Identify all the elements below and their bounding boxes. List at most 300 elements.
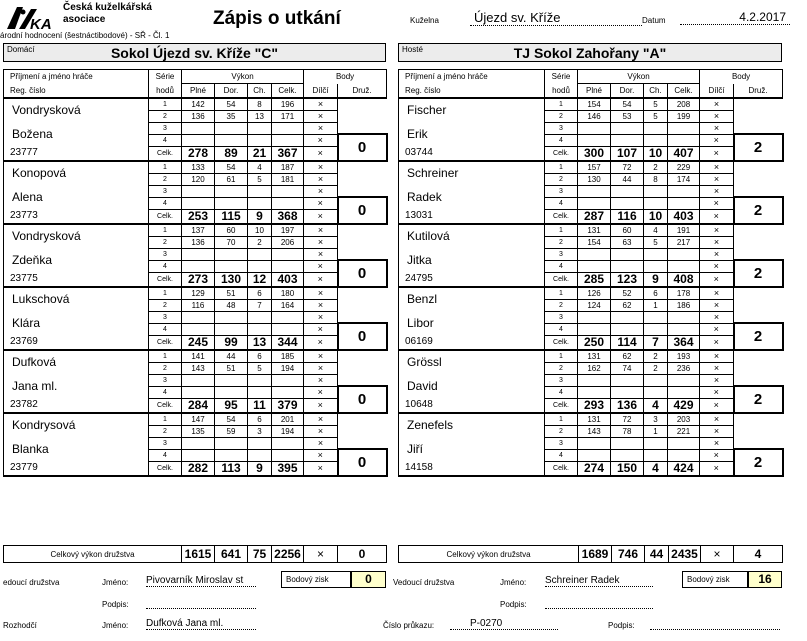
- cross-mark: ×: [304, 248, 338, 260]
- total-label: Celk.: [545, 461, 578, 476]
- series-number: 4: [149, 323, 182, 335]
- series-row: [399, 122, 783, 134]
- series-row: [4, 374, 387, 386]
- cross-mark: ×: [304, 98, 338, 111]
- series-number: 4: [149, 386, 182, 398]
- home-leader-label: edoucí družstva: [3, 578, 60, 587]
- empty-cell: [338, 350, 387, 387]
- player-total-row: [4, 398, 387, 413]
- cross-mark: ×: [700, 236, 734, 248]
- cross-mark: ×: [700, 323, 734, 335]
- player-header: Příjmení a jméno hráče: [4, 70, 149, 84]
- guest-sign-label: Podpis:: [500, 600, 527, 609]
- cross-mark: ×: [700, 437, 734, 449]
- series-value: 5: [644, 98, 668, 111]
- series-value: [215, 197, 248, 209]
- player-points: 2: [734, 134, 783, 161]
- series-value: [644, 197, 668, 209]
- cross-mark: ×: [700, 272, 734, 287]
- referee-sign-label: Podpis:: [608, 621, 635, 630]
- total-dor: 136: [611, 398, 644, 413]
- series-number: 4: [149, 449, 182, 461]
- total-label: Celk.: [545, 209, 578, 224]
- series-value: [182, 437, 215, 449]
- series-value: [611, 311, 644, 323]
- player-points: 2: [734, 386, 783, 413]
- player-total-row: [4, 461, 387, 476]
- series-value: 131: [578, 413, 611, 426]
- player-points: 2: [734, 449, 783, 476]
- total-plne: 300: [578, 146, 611, 161]
- team-total-celk: 2435: [669, 546, 701, 563]
- dor-header: Dor.: [215, 84, 248, 98]
- dilci-header: Dílčí: [700, 84, 734, 98]
- player-firstname: Radek: [399, 185, 545, 209]
- player-total-row: [399, 209, 783, 224]
- cross-mark: ×: [701, 546, 734, 563]
- total-label: Celk.: [149, 335, 182, 350]
- series-value: [668, 122, 700, 134]
- cross-mark: ×: [700, 299, 734, 311]
- series-row: [4, 311, 387, 323]
- player-firstname: Erik: [399, 122, 545, 146]
- date-value: 4.2.2017: [680, 10, 790, 25]
- series-row: [399, 248, 783, 260]
- guest-team-name: TJ Sokol Zahořany "A": [513, 45, 667, 61]
- series-value: [248, 197, 272, 209]
- total-dor: 115: [215, 209, 248, 224]
- team-total-plne: 1615: [182, 546, 215, 563]
- home-bodovy-label: Bodový zisk: [281, 571, 351, 588]
- series-value: 186: [668, 299, 700, 311]
- series-value: [668, 197, 700, 209]
- player-header: Příjmení a jméno hráče: [399, 70, 545, 84]
- series-value: 10: [248, 224, 272, 237]
- cross-mark: ×: [700, 134, 734, 146]
- series-number: 2: [545, 425, 578, 437]
- player-firstname: Zdeňka: [4, 248, 149, 272]
- vykon-header: Výkon: [182, 70, 304, 84]
- series-value: [668, 374, 700, 386]
- series-value: [182, 185, 215, 197]
- series-number: 4: [149, 260, 182, 272]
- series-value: 229: [668, 161, 700, 174]
- cross-mark: ×: [304, 374, 338, 386]
- cross-mark: ×: [304, 335, 338, 350]
- player-firstname: Blanka: [4, 437, 149, 461]
- player-points: 0: [338, 323, 387, 350]
- series-number: 4: [149, 197, 182, 209]
- total-celk: 429: [668, 398, 700, 413]
- series-value: [668, 437, 700, 449]
- series-value: [668, 248, 700, 260]
- cross-mark: ×: [304, 197, 338, 209]
- series-number: 2: [545, 110, 578, 122]
- series-value: 191: [668, 224, 700, 237]
- referee-name: Dufková Jana ml.: [146, 618, 256, 630]
- scoring-note: árodní hodnocení (šestnáctibodové) - SŘ - Čl. 1: [0, 31, 170, 40]
- player-points: 2: [734, 197, 783, 224]
- series-number: 1: [149, 161, 182, 174]
- team-total-dor: 746: [612, 546, 645, 563]
- series-value: [272, 386, 304, 398]
- series-value: 4: [248, 161, 272, 174]
- series-value: [272, 311, 304, 323]
- series-value: 154: [578, 236, 611, 248]
- series-value: [578, 248, 611, 260]
- series-value: 146: [578, 110, 611, 122]
- series-value: 164: [272, 299, 304, 311]
- series-value: 217: [668, 236, 700, 248]
- player-reg: 23769: [4, 335, 149, 350]
- series-value: 194: [272, 362, 304, 374]
- series-value: [611, 260, 644, 272]
- series-value: 61: [215, 173, 248, 185]
- referee-label: Rozhodčí: [3, 621, 37, 630]
- total-plne: 293: [578, 398, 611, 413]
- series-value: [248, 134, 272, 146]
- series-value: [215, 185, 248, 197]
- series-number: 1: [545, 161, 578, 174]
- total-celk: 395: [272, 461, 304, 476]
- venue-value: Újezd sv. Kříže: [470, 10, 642, 26]
- series-value: [215, 323, 248, 335]
- series-number: 1: [545, 98, 578, 111]
- player-firstname: Libor: [399, 311, 545, 335]
- series-value: [611, 386, 644, 398]
- series-number: 1: [149, 413, 182, 426]
- player-reg: 14158: [399, 461, 545, 476]
- series-number: 1: [545, 287, 578, 300]
- series-value: [182, 197, 215, 209]
- player-reg: 23779: [4, 461, 149, 476]
- series-value: [215, 248, 248, 260]
- svg-text:KA: KA: [30, 16, 52, 33]
- empty-cell: [734, 224, 783, 261]
- series-value: [611, 449, 644, 461]
- total-plne: 273: [182, 272, 215, 287]
- series-number: 3: [545, 122, 578, 134]
- total-ch: 21: [248, 146, 272, 161]
- series-value: [272, 449, 304, 461]
- series-value: [248, 311, 272, 323]
- cross-mark: ×: [304, 260, 338, 272]
- series-value: [578, 386, 611, 398]
- series-number: 1: [149, 287, 182, 300]
- player-reg: 06169: [399, 335, 545, 350]
- series-value: [272, 197, 304, 209]
- series-number: 2: [149, 299, 182, 311]
- player-firstname: Božena: [4, 122, 149, 146]
- series-number: 3: [149, 248, 182, 260]
- cross-mark: ×: [304, 362, 338, 374]
- cross-mark: ×: [700, 98, 734, 111]
- series-value: 53: [611, 110, 644, 122]
- cross-mark: ×: [304, 425, 338, 437]
- guest-name-label: Jméno:: [500, 578, 527, 587]
- series-value: 124: [578, 299, 611, 311]
- series-value: [182, 311, 215, 323]
- series-value: [182, 323, 215, 335]
- cross-mark: ×: [700, 122, 734, 134]
- player-firstname: Jitka: [399, 248, 545, 272]
- series-value: 3: [644, 413, 668, 426]
- total-label: Celk.: [149, 398, 182, 413]
- series-value: [578, 449, 611, 461]
- series-value: [644, 386, 668, 398]
- cross-mark: ×: [700, 146, 734, 161]
- total-celk: 379: [272, 398, 304, 413]
- guest-bodovy-label: Bodový zisk: [682, 571, 748, 588]
- organization-name: Česká kuželkářská asociace: [63, 2, 152, 25]
- total-celk: 364: [668, 335, 700, 350]
- player-total-row: [4, 146, 387, 161]
- total-label: Celk.: [149, 209, 182, 224]
- series-value: [644, 122, 668, 134]
- total-plne: 282: [182, 461, 215, 476]
- series-value: [248, 248, 272, 260]
- series-value: 72: [611, 413, 644, 426]
- cross-mark: ×: [700, 161, 734, 174]
- series-value: 154: [578, 98, 611, 111]
- total-plne: 278: [182, 146, 215, 161]
- total-dor: 114: [611, 335, 644, 350]
- cross-mark: ×: [700, 110, 734, 122]
- series-row: [4, 350, 387, 363]
- cross-mark: ×: [304, 173, 338, 185]
- series-value: 171: [272, 110, 304, 122]
- cross-mark: ×: [700, 185, 734, 197]
- series-value: [248, 185, 272, 197]
- series-row: [399, 374, 783, 386]
- cross-mark: ×: [304, 350, 338, 363]
- series-header: Série: [149, 70, 182, 84]
- series-value: 194: [272, 425, 304, 437]
- total-ch: 7: [644, 335, 668, 350]
- total-ch: 9: [248, 461, 272, 476]
- series-row: [4, 248, 387, 260]
- licence-number: P-0270: [450, 618, 558, 630]
- series-value: 185: [272, 350, 304, 363]
- series-row: [399, 350, 783, 363]
- series-value: 130: [578, 173, 611, 185]
- player-total-row: [4, 272, 387, 287]
- series-value: [215, 437, 248, 449]
- series-value: 48: [215, 299, 248, 311]
- series-value: [215, 386, 248, 398]
- body-header: Body: [304, 70, 387, 84]
- series-row: [4, 287, 387, 300]
- series-number: 3: [149, 185, 182, 197]
- series-value: 131: [578, 350, 611, 363]
- series-value: [182, 374, 215, 386]
- total-celk: 424: [668, 461, 700, 476]
- home-team-name: Sokol Újezd sv. Kříže "C": [110, 45, 279, 61]
- player-points: 2: [734, 260, 783, 287]
- player-surname: Fischer: [399, 98, 545, 123]
- total-celk: 344: [272, 335, 304, 350]
- series-number: 3: [545, 437, 578, 449]
- cka-logo: [3, 3, 61, 33]
- total-dor: 116: [611, 209, 644, 224]
- series-value: [215, 260, 248, 272]
- series-number: 1: [149, 350, 182, 363]
- series-number: 1: [545, 350, 578, 363]
- total-label: Celk.: [545, 398, 578, 413]
- series-row: [4, 413, 387, 426]
- total-ch: 13: [248, 335, 272, 350]
- series-value: [644, 449, 668, 461]
- cross-mark: ×: [700, 425, 734, 437]
- total-label: Celk.: [149, 146, 182, 161]
- series-value: [578, 260, 611, 272]
- total-celk: 403: [272, 272, 304, 287]
- series-value: 133: [182, 161, 215, 174]
- series-number: 1: [545, 413, 578, 426]
- series-value: [578, 185, 611, 197]
- cross-mark: ×: [304, 146, 338, 161]
- total-celk: 403: [668, 209, 700, 224]
- series-value: [182, 248, 215, 260]
- series-number: 3: [149, 122, 182, 134]
- series-value: 44: [215, 350, 248, 363]
- total-plne: 287: [578, 209, 611, 224]
- series-value: [668, 386, 700, 398]
- cross-mark: ×: [304, 161, 338, 174]
- series-value: [248, 386, 272, 398]
- player-total-row: [399, 461, 783, 476]
- player-surname: Kutilová: [399, 224, 545, 249]
- series-value: 208: [668, 98, 700, 111]
- guest-leader-label: Vedoucí družstva: [393, 578, 455, 587]
- series-number: 3: [149, 437, 182, 449]
- series-value: 8: [644, 173, 668, 185]
- series-value: [611, 248, 644, 260]
- player-total-row: [4, 335, 387, 350]
- series-number: 2: [545, 362, 578, 374]
- series-value: 54: [611, 98, 644, 111]
- player-total-row: [4, 209, 387, 224]
- series-value: [248, 437, 272, 449]
- series-value: [272, 134, 304, 146]
- player-firstname: Klára: [4, 311, 149, 335]
- referee-sign-line: [650, 629, 780, 630]
- series-row: [399, 185, 783, 197]
- cross-mark: ×: [700, 248, 734, 260]
- team-total-ch: 44: [645, 546, 669, 563]
- team-total-label: Celkový výkon družstva: [399, 546, 579, 563]
- series-value: [272, 323, 304, 335]
- home-team-bar: [3, 43, 386, 62]
- series-value: [644, 185, 668, 197]
- player-surname: Benzl: [399, 287, 545, 312]
- series-value: [668, 323, 700, 335]
- series-value: 2: [248, 236, 272, 248]
- total-ch: 11: [248, 398, 272, 413]
- series-value: [644, 134, 668, 146]
- series-value: 6: [248, 413, 272, 426]
- total-dor: 150: [611, 461, 644, 476]
- team-points: 4: [734, 546, 783, 563]
- series-value: 72: [611, 161, 644, 174]
- series-value: [248, 260, 272, 272]
- home-sign-label: Podpis:: [102, 600, 129, 609]
- player-reg: 23777: [4, 146, 149, 161]
- guest-player-table: [398, 69, 784, 477]
- cross-mark: ×: [700, 173, 734, 185]
- series-value: [668, 311, 700, 323]
- series-value: 221: [668, 425, 700, 437]
- player-reg: 23782: [4, 398, 149, 413]
- guest-bodovy-value: 16: [748, 571, 782, 588]
- series-value: 5: [644, 236, 668, 248]
- series-number: 2: [545, 236, 578, 248]
- series-value: [182, 122, 215, 134]
- cross-mark: ×: [700, 362, 734, 374]
- series-row: [4, 161, 387, 174]
- series-value: 136: [182, 110, 215, 122]
- series-value: [644, 311, 668, 323]
- series-row: [4, 98, 387, 111]
- player-surname: Konopová: [4, 161, 149, 186]
- player-points: 0: [338, 449, 387, 476]
- series-value: 4: [644, 224, 668, 237]
- cross-mark: ×: [304, 323, 338, 335]
- series-value: 201: [272, 413, 304, 426]
- series-value: 51: [215, 287, 248, 300]
- home-sign-line: [146, 608, 256, 609]
- series-value: 8: [248, 98, 272, 111]
- total-plne: 250: [578, 335, 611, 350]
- series-value: [644, 248, 668, 260]
- guest-label: Hosté: [402, 45, 423, 54]
- series-value: 44: [611, 173, 644, 185]
- series-value: 74: [611, 362, 644, 374]
- total-dor: 113: [215, 461, 248, 476]
- guest-team-bar: [398, 43, 782, 62]
- series-number: 4: [545, 197, 578, 209]
- total-ch: 12: [248, 272, 272, 287]
- series-value: 52: [611, 287, 644, 300]
- celk-header: Celk.: [668, 84, 700, 98]
- series-value: 5: [644, 110, 668, 122]
- series-value: [272, 122, 304, 134]
- series-value: [578, 134, 611, 146]
- player-points: 0: [338, 134, 387, 161]
- total-dor: 95: [215, 398, 248, 413]
- series-value: [248, 374, 272, 386]
- series-value: 180: [272, 287, 304, 300]
- empty-cell: [338, 98, 387, 135]
- series-value: [182, 386, 215, 398]
- series-value: 142: [182, 98, 215, 111]
- series-value: 3: [248, 425, 272, 437]
- licence-label: Číslo průkazu:: [383, 621, 435, 630]
- cross-mark: ×: [304, 287, 338, 300]
- total-plne: 285: [578, 272, 611, 287]
- reg-header: Reg. číslo: [399, 84, 545, 98]
- series-value: 62: [611, 350, 644, 363]
- series-value: 141: [182, 350, 215, 363]
- cross-mark: ×: [700, 260, 734, 272]
- cross-mark: ×: [700, 311, 734, 323]
- series-value: [272, 185, 304, 197]
- series-value: [182, 260, 215, 272]
- celk-header: Celk.: [272, 84, 304, 98]
- dilci-header: Dílčí: [304, 84, 338, 98]
- series-value: 197: [272, 224, 304, 237]
- series-number: 2: [149, 236, 182, 248]
